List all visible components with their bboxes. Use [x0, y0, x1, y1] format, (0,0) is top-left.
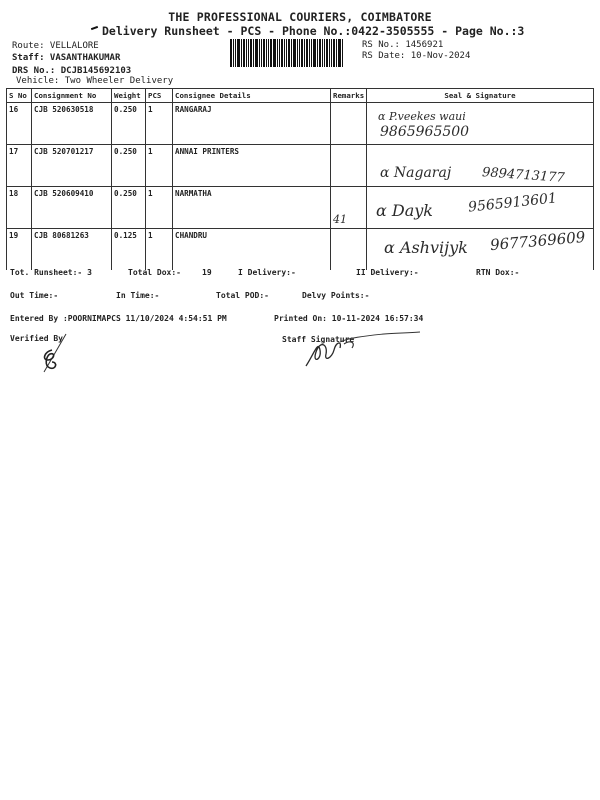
- cell-consignment: CJB 520630518: [32, 103, 112, 145]
- handwritten-phone-17: 9894713177: [481, 165, 566, 186]
- barcode-bar: [235, 39, 236, 67]
- staff-signature-label: Staff Signature: [282, 335, 355, 344]
- barcode-bar: [263, 39, 265, 67]
- barcode-bar: [259, 39, 260, 67]
- cell-sno: 19: [7, 229, 32, 271]
- col-header-consignment: Consignment No: [32, 89, 112, 103]
- barcode-bar: [326, 39, 328, 67]
- cell-weight: 0.250: [112, 187, 146, 229]
- barcode-bar: [255, 39, 258, 67]
- cell-consignment: CJB 520701217: [32, 145, 112, 187]
- barcode-bar: [306, 39, 308, 67]
- cell-consignment: CJB 520609410: [32, 187, 112, 229]
- barcode-bar: [291, 39, 292, 67]
- barcode-bar: [268, 39, 269, 67]
- verified-by-signature: [36, 332, 76, 374]
- sig-name: Ashvijyk: [399, 238, 468, 257]
- barcode-bar: [243, 39, 245, 67]
- barcode-bar: [336, 39, 337, 67]
- barcode-bar: [309, 39, 310, 67]
- barcode-bar: [246, 39, 247, 67]
- cell-consignee: ANNAI PRINTERS: [173, 145, 331, 187]
- table-header-row: [7, 89, 594, 103]
- barcode-bar: [304, 39, 305, 67]
- barcode-bar: [297, 39, 298, 67]
- barcode-bar: [319, 39, 321, 67]
- handwritten-signature-19: [384, 238, 468, 257]
- rs-number: RS No.: 1456921: [362, 40, 444, 50]
- barcode-bar: [333, 39, 335, 67]
- total-dox-value: 19: [202, 268, 212, 277]
- rs-date: RS Date: 10-Nov-2024: [362, 51, 471, 61]
- vehicle-label: Vehicle: Two Wheeler Delivery: [16, 76, 174, 86]
- barcode-bar: [331, 39, 332, 67]
- drs-label: DRS No.: DCJB145692103: [12, 66, 132, 76]
- delvy-points: Delvy Points:-: [302, 291, 370, 300]
- cell-pcs: 1: [146, 145, 173, 187]
- col-header-weight: Weight: [112, 89, 146, 103]
- barcode-bar: [317, 39, 318, 67]
- barcode: [230, 39, 356, 67]
- handwritten-signature-18: [376, 201, 433, 220]
- printed-on: Printed On: 10-11-2024 16:57:34: [274, 314, 424, 323]
- entered-by: Entered By :POORNIMAPCS 11/10/2024 4:54:51 PM: [10, 314, 227, 323]
- barcode-bar: [266, 39, 267, 67]
- handwritten-signature-16: [378, 110, 466, 123]
- barcode-bar: [311, 39, 312, 67]
- col-header-signature: Seal & Signature: [367, 89, 594, 103]
- company-title: THE PROFESSIONAL COURIERS, COIMBATORE: [168, 10, 432, 24]
- cell-remarks: [331, 187, 367, 229]
- sig-name: P.veekes waui: [388, 110, 466, 123]
- in-time: In Time:-: [116, 291, 160, 300]
- cell-weight: 0.250: [112, 103, 146, 145]
- handwritten-phone-19: 9677369609: [489, 227, 587, 255]
- rtn-dox: RTN Dox:-: [476, 268, 520, 277]
- staff-label: Staff: VASANTHAKUMAR: [12, 53, 121, 63]
- barcode-bar: [253, 39, 254, 67]
- sig-mark: α: [378, 110, 389, 123]
- col-header-consignee: Consignee Details: [173, 89, 331, 103]
- cell-consignee: RANGARAJ: [173, 103, 331, 145]
- handwritten-phone-18: 9565913601: [467, 190, 558, 216]
- cell-pcs: 1: [146, 187, 173, 229]
- barcode-bar: [322, 39, 323, 67]
- barcode-bar: [261, 39, 262, 67]
- out-time: Out Time:-: [10, 291, 59, 300]
- cell-pcs: 1: [146, 103, 173, 145]
- barcode-bar: [233, 39, 234, 67]
- barcode-bar: [313, 39, 316, 67]
- remarks-handwritten: 41: [333, 213, 347, 226]
- col-header-sno: S No: [7, 89, 32, 103]
- cell-remarks: [331, 103, 367, 145]
- cell-remarks: [331, 229, 367, 271]
- cell-remarks: [331, 145, 367, 187]
- barcode-bar: [270, 39, 272, 67]
- i-delivery: I Delivery:-: [238, 268, 296, 277]
- total-pod: Total POD:-: [216, 291, 269, 300]
- route-label: Route: VELLALORE: [12, 41, 99, 51]
- total-dox-label: Total Dox:-: [128, 268, 181, 277]
- col-header-pcs: PCS: [146, 89, 173, 103]
- tot-runsheet: Tot. Runsheet:- 3: [10, 268, 92, 277]
- barcode-bar: [237, 39, 240, 67]
- handwritten-signature-17: [380, 165, 451, 181]
- barcode-bar: [230, 39, 232, 67]
- col-header-remarks: Remarks: [331, 89, 367, 103]
- cell-sno: 16: [7, 103, 32, 145]
- sig-mark: α: [384, 238, 400, 257]
- cell-consignee: CHANDRU: [173, 229, 331, 271]
- cell-weight: 0.125: [112, 229, 146, 271]
- pen-mark: [91, 26, 98, 30]
- barcode-bar: [324, 39, 325, 67]
- barcode-bar: [284, 39, 285, 67]
- cell-pcs: 1: [146, 229, 173, 271]
- barcode-bar: [250, 39, 252, 67]
- barcode-bar: [277, 39, 278, 67]
- sig-name: Dayk: [391, 201, 433, 220]
- barcode-bar: [299, 39, 300, 67]
- barcode-bar: [248, 39, 249, 67]
- barcode-bar: [281, 39, 283, 67]
- barcode-bar: [286, 39, 287, 67]
- cell-consignment: CJB 80681263: [32, 229, 112, 271]
- barcode-bar: [293, 39, 296, 67]
- barcode-bar: [338, 39, 341, 67]
- barcode-bar: [273, 39, 276, 67]
- table-row: [7, 103, 594, 145]
- runsheet-subtitle: Delivery Runsheet - PCS - Phone No.:0422-3505555 - Page No.:3: [102, 24, 525, 38]
- sig-name: Nagaraj: [393, 165, 452, 181]
- barcode-bar: [288, 39, 290, 67]
- barcode-bar: [241, 39, 242, 67]
- barcode-bar: [301, 39, 303, 67]
- barcode-bar: [329, 39, 330, 67]
- barcode-bar: [342, 39, 343, 67]
- sig-mark: α: [380, 165, 394, 181]
- cell-weight: 0.250: [112, 145, 146, 187]
- ii-delivery: II Delivery:-: [356, 268, 419, 277]
- cell-sno: 17: [7, 145, 32, 187]
- barcode-bar: [279, 39, 280, 67]
- sig-mark: α: [376, 201, 392, 220]
- staff-signature-scribble: [304, 330, 424, 370]
- cell-sno: 18: [7, 187, 32, 229]
- handwritten-phone-16: 9865965500: [380, 124, 470, 140]
- verified-by-label: Verified By: [10, 334, 63, 343]
- cell-consignee: NARMATHA: [173, 187, 331, 229]
